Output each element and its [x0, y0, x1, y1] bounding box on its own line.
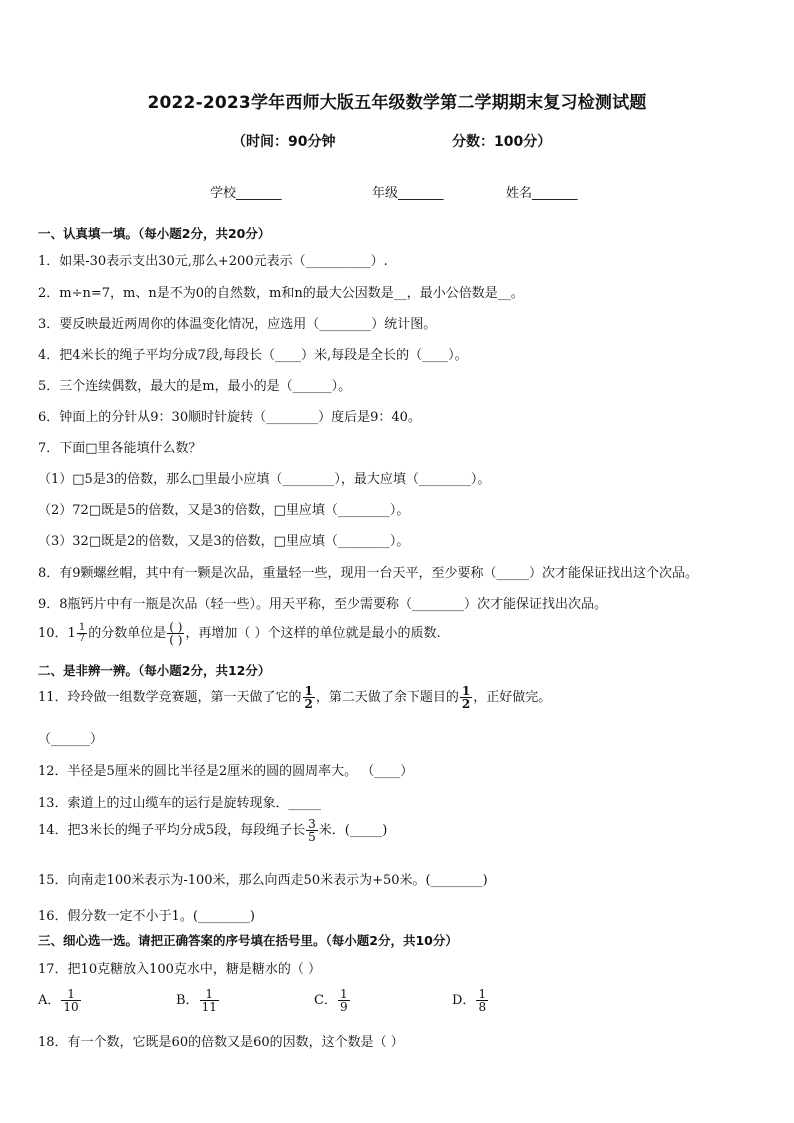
question-10: [38, 621, 441, 646]
option-c-numerator: 1: [339, 987, 348, 1001]
q10-numerator: 1: [78, 622, 86, 633]
question-13: 13．索道上的过山缆车的运行是旋转现象．_____: [38, 796, 322, 811]
question-11: [38, 685, 551, 710]
school-field: 学校_______: [210, 186, 282, 201]
q17-option-a: [38, 988, 82, 1013]
q14-text-b: 米．(_____): [318, 823, 388, 838]
question-7: 7．下面□里各能填什么数？: [38, 441, 202, 456]
question-7-part-2: （2）72□既是5的倍数，又是3的倍数，□里应填（________）。: [38, 503, 410, 518]
option-d-fraction: [476, 988, 488, 1013]
option-a-label: A．: [38, 993, 61, 1008]
q10-number: 10．: [38, 626, 68, 641]
option-c-label: C．: [314, 993, 337, 1008]
question-15: 15．向南走100米表示为-100米，那么向西走50米表示为+50米。(________): [38, 873, 488, 888]
q10-post: ，再增加（ ）个这样的单位就是最小的质数.: [185, 626, 441, 641]
option-b-fraction: [200, 988, 219, 1013]
question-6: 6．钟面上的分针从9：30顺时针旋转（________）度后是9：40。: [38, 410, 421, 425]
q10-fraction: [77, 623, 87, 644]
q11-text-a: 11．玲玲做一组数学竞赛题，第一天做了它的: [38, 690, 302, 705]
name-field: 姓名_______: [506, 186, 578, 201]
option-a-denominator: 10: [63, 1000, 79, 1014]
question-11-answer: （______）: [38, 732, 104, 747]
q11-denominator-1: 2: [304, 697, 313, 711]
q11-fraction-2: [460, 685, 472, 710]
question-3: 3．要反映最近两周你的体温变化情况，应选用（________）统计图。: [38, 317, 437, 332]
option-a-fraction: [61, 988, 80, 1013]
q11-denominator-2: 2: [461, 697, 471, 711]
q10-whole: 1: [67, 626, 76, 641]
option-d-label: D．: [452, 993, 476, 1008]
question-1: 1．如果-30表示支出30元,那么+200元表示（__________）.: [38, 254, 388, 269]
option-a-numerator: 1: [61, 988, 80, 1001]
q11-numerator-1: 1: [304, 684, 313, 698]
q17-option-b: [176, 988, 220, 1013]
grade-field: 年级_______: [372, 186, 444, 201]
option-b-numerator: 1: [200, 988, 219, 1001]
q11-text-c: ，正好做完。: [473, 690, 552, 705]
section-2-heading: 二、是非辨一辨。（每小题2分，共12分）: [38, 663, 271, 678]
q17-option-c: [314, 988, 351, 1013]
option-c-denominator: 9: [339, 1000, 348, 1014]
q10-blank-denominator: ( ): [169, 633, 183, 647]
question-7-part-3: （3）32□既是2的倍数，又是3的倍数，□里应填（________）。: [38, 534, 410, 549]
q10-blank-fraction: [167, 621, 184, 646]
q11-numerator-2: 1: [461, 684, 471, 698]
q14-text-a: 14．把3米长的绳子平均分成5段，每段绳子长: [38, 823, 306, 838]
question-12: 12．半径是5厘米的圆比半径是2厘米的圆的圆周率大。 （____）: [38, 764, 414, 779]
q14-denominator: 5: [308, 830, 316, 844]
section-3-heading: 三、细心选一选。请把正确答案的序号填在括号里。（每小题2分，共10分）: [38, 933, 458, 948]
option-d-denominator: 8: [478, 1000, 487, 1014]
q14-fraction: [306, 818, 318, 843]
question-5: 5．三个连续偶数，最大的是m，最小的是（______）。: [38, 379, 352, 394]
question-2: 2．m÷n=7，m、n是不为0的自然数，m和n的最大公因数是__，最小公倍数是__。: [38, 286, 524, 301]
score-label: 分数：100分）: [452, 134, 552, 150]
option-c-fraction: [338, 988, 350, 1013]
option-d-numerator: 1: [478, 987, 487, 1001]
option-b-denominator: 11: [201, 1000, 217, 1014]
question-4: 4．把4米长的绳子平均分成7段,每段长（____）米,每段是全长的（____）。: [38, 348, 468, 363]
q10-blank-numerator: ( ): [169, 620, 183, 634]
q10-mid: 的分数单位是: [88, 626, 167, 641]
option-b-label: B．: [176, 993, 199, 1008]
exam-title: 2022-2023学年西师大版五年级数学第二学期期末复习检测试题: [147, 93, 647, 113]
question-8: 8．有9颗螺丝帽，其中有一颗是次品，重量轻一些，现用一台天平，至少要称（_____）次才能保证找出这个次品。: [38, 566, 699, 581]
q11-text-b: ，第二天做了余下题目的: [315, 690, 459, 705]
question-14: [38, 818, 387, 843]
q14-numerator: 3: [308, 817, 316, 831]
question-18: 18．有一个数，它既是60的倍数又是60的因数，这个数是（ ）: [38, 1035, 404, 1050]
question-7-part-1: （1）□5是3的倍数，那么□里最小应填（________），最大应填（________）。: [38, 472, 491, 487]
question-16: 16．假分数一定不小于1。(________): [38, 909, 255, 924]
q10-denominator: 7: [78, 633, 86, 644]
section-1-heading: 一、认真填一填。（每小题2分，共20分）: [38, 226, 271, 241]
question-17: 17．把10克糖放入100克水中，糖是糖水的（ ）: [38, 962, 322, 977]
time-label: （时间：90分钟: [232, 134, 336, 150]
q17-option-d: [452, 988, 489, 1013]
question-9: 9．8瓶钙片中有一瓶是次品（轻一些）。用天平称，至少需要称（________）次才能保证找出次品。: [38, 597, 608, 612]
q11-fraction-1: [303, 685, 315, 710]
